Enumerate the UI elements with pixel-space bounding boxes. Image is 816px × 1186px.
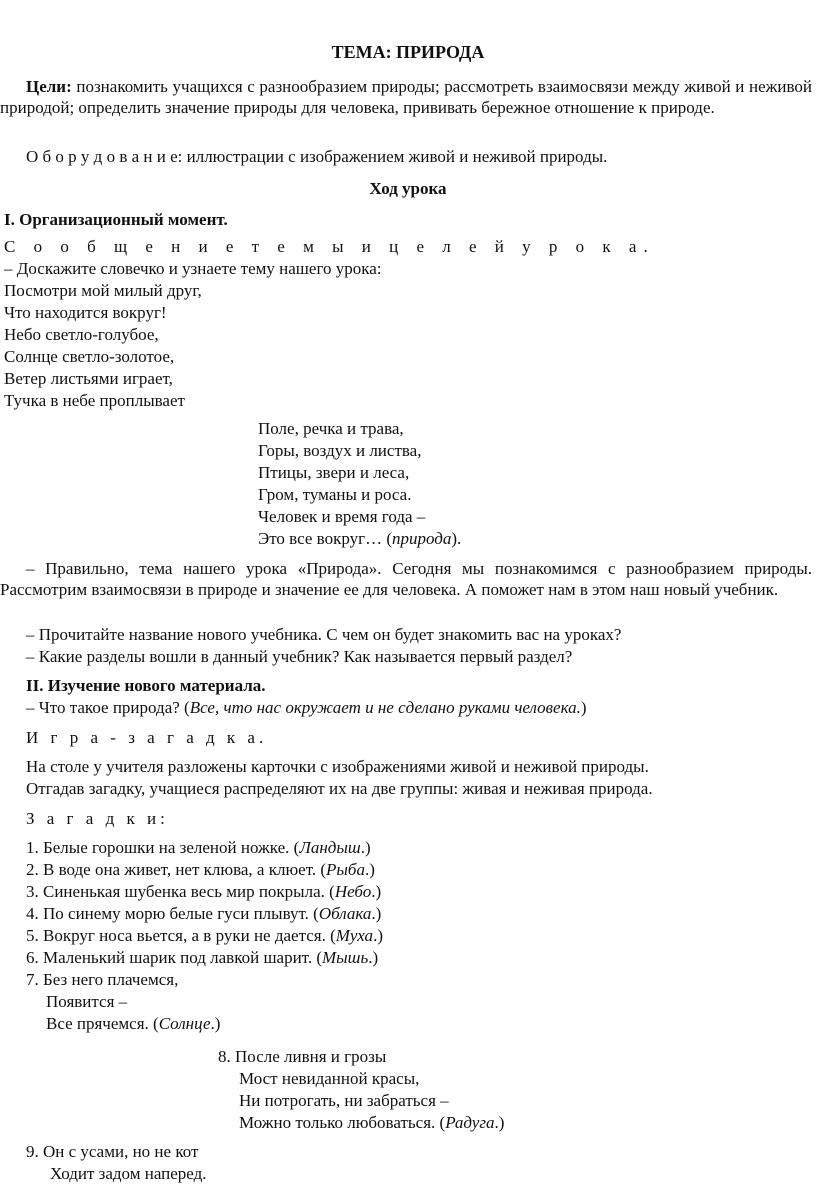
riddle-end: .)	[371, 904, 382, 923]
riddle-answer: Рыба	[326, 860, 365, 879]
riddle-end: .)	[371, 882, 382, 901]
goals-paragraph	[0, 76, 812, 118]
question-line: – Прочитайте название нового учебника. С чем он будет знакомить вас на уроках?	[26, 625, 622, 644]
section1-heading: I. Организационный момент.	[4, 210, 228, 229]
riddle-line	[26, 859, 375, 880]
riddle8-line: Ни потрогать, ни забраться –	[239, 1091, 449, 1110]
poem1-line: Тучка в небе проплывает	[4, 391, 185, 410]
riddle-answer: Муха	[335, 926, 374, 945]
riddle-answer: Ландыш	[299, 838, 361, 857]
riddle-end: .)	[373, 926, 383, 945]
poem1-line: Посмотри мой милый друг,	[4, 281, 202, 300]
poem2-last-line	[258, 528, 461, 549]
riddle7-answer: Солнце	[158, 1014, 211, 1033]
riddle-text: 1. Белые горошки на зеленой ножке. (	[26, 838, 300, 857]
game-text-line: Отгадав загадку, учащиеся распределяют их на две группы: живая и неживая природа.	[26, 779, 653, 798]
poem1-line: Что находится вокруг!	[4, 303, 167, 322]
riddle9-line: 9. Он с усами, но не кот	[26, 1142, 199, 1161]
poem1-line: Солнце светло-золотое,	[4, 347, 175, 366]
goals-text: познакомить учащихся с разнообразием природы; рассмотреть взаимосвязи между живой и неживой природой; определить значение природы для человека, прививать бережное отношение к природе.	[0, 77, 812, 117]
riddle-line	[26, 925, 383, 946]
section2-question-answer: Все, что нас окружает и не сделано руками человека.	[189, 698, 581, 717]
riddle-line	[26, 881, 381, 902]
poem2-answer: природа	[391, 529, 452, 548]
section1-paragraph: – Правильно, тема нашего урока «Природа». Сегодня мы познакомимся с разнообразием природы. Рассмотрим взаимосвязи в природе и значение ее для человека. А поможет нам в этом наш новый учебник.	[0, 559, 812, 599]
poem2-last-end: ).	[451, 529, 462, 548]
equipment-text: : иллюстрации с изображением живой и неживой природы.	[177, 147, 608, 166]
page-title: ТЕМА: ПРИРОДА	[331, 42, 485, 62]
game-label-line	[26, 727, 263, 748]
riddle-line	[26, 947, 378, 968]
riddle-line	[26, 903, 381, 924]
theme-announcement-end: .	[643, 237, 648, 256]
riddle-text: 5. Вокруг носа вьется, а в руки не дается. (	[26, 926, 336, 945]
game-text-line: На столе у учителя разложены карточки с изображениями живой и неживой природы.	[26, 757, 649, 776]
section2-question-text: – Что такое природа? (	[26, 698, 190, 717]
prompt-line: – Доскажите словечко и узнаете тему нашего урока:	[4, 259, 382, 278]
riddle8-answer: Радуга	[445, 1113, 495, 1132]
riddle7-line: Появится –	[46, 992, 128, 1011]
riddle-answer: Мышь	[322, 948, 369, 967]
question-line: – Какие разделы вошли в данный учебник? Как называется первый раздел?	[26, 647, 573, 666]
equipment-label: О б о р у д о в а н и е	[26, 147, 178, 166]
equipment-line	[26, 146, 607, 167]
riddle-end: .)	[360, 838, 371, 857]
section1-spaced-line	[4, 236, 648, 257]
riddle7-line: 7. Без него плачемся,	[26, 970, 179, 989]
poem2-last-text: Это все вокруг… (	[258, 529, 392, 548]
theme-announcement: С о о б щ е н и е т е м ы и ц е л е й у р о к а	[4, 237, 644, 256]
game-label-end: .	[258, 728, 264, 747]
riddle-end: .)	[368, 948, 379, 967]
section2-heading: II. Изучение нового материала.	[26, 676, 266, 695]
riddle8-last-text: Можно только любоваться. (	[239, 1113, 446, 1132]
riddle9-line: Ходит задом наперед.	[50, 1164, 207, 1183]
riddle8-last-line	[239, 1112, 504, 1133]
riddle7-last-text: Все прячемся. (	[46, 1014, 159, 1033]
lesson-heading: Ход урока	[369, 179, 447, 198]
poem2-line: Гром, туманы и роса.	[258, 485, 412, 504]
goals-label: Цели:	[26, 77, 72, 96]
riddles-label-line	[26, 808, 165, 829]
riddle-text: 2. В воде она живет, нет клюва, а клюет. (	[26, 860, 327, 879]
riddle-text: 4. По синему морю белые гуси плывут. (	[26, 904, 319, 923]
riddles-label: З а г а д к и	[26, 809, 161, 828]
riddle-line	[26, 837, 371, 858]
poem1-line: Небо светло-голубое,	[4, 325, 159, 344]
section2-question	[26, 697, 587, 718]
riddle-answer: Небо	[334, 882, 372, 901]
riddle8-last-end: .)	[494, 1113, 505, 1132]
poem2-line: Птицы, звери и леса,	[258, 463, 410, 482]
riddle7-last-end: .)	[210, 1014, 221, 1033]
poem2-line: Человек и время года –	[258, 507, 426, 526]
riddle8-line: 8. После ливня и грозы	[218, 1047, 387, 1066]
poem2-line: Поле, речка и трава,	[258, 419, 404, 438]
riddle-end: .)	[364, 860, 375, 879]
game-label: И г р а - з а г а д к а	[26, 728, 259, 747]
section2-question-end: )	[580, 698, 587, 717]
riddle7-last-line	[46, 1013, 220, 1034]
riddle-answer: Облака	[318, 904, 372, 923]
riddle-text: 6. Маленький шарик под лавкой шарит. (	[26, 948, 322, 967]
riddle8-line: Мост невиданной красы,	[239, 1069, 420, 1088]
riddles-label-end: :	[160, 809, 165, 828]
poem1-line: Ветер листьями играет,	[4, 369, 173, 388]
poem2-line: Горы, воздух и листва,	[258, 441, 422, 460]
riddle-text: 3. Синенькая шубенка весь мир покрыла. (	[26, 882, 335, 901]
